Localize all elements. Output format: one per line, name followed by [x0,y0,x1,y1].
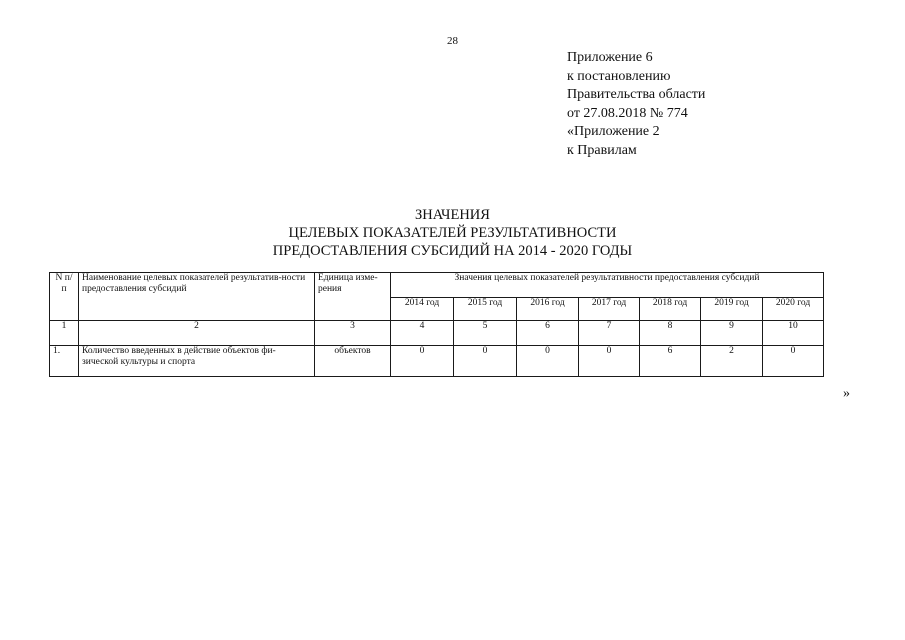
header-year: 2018 год [640,298,701,321]
header-unit: Единица изме-рения [315,273,391,321]
row-num: 1. [50,346,79,377]
header-year: 2017 год [579,298,640,321]
column-number: 3 [315,321,391,346]
document-title [0,206,905,260]
header-year: 2020 год [763,298,824,321]
row-value-2015: 0 [454,346,517,377]
column-number: 5 [454,321,517,346]
column-number: 9 [701,321,763,346]
annex-line: Приложение 6 [567,50,653,65]
header-year: 2019 год [701,298,763,321]
row-value-2016: 0 [517,346,579,377]
header-year: 2015 год [454,298,517,321]
annex-line: к постановлению [567,68,671,84]
annex-line: к Правилам [567,142,637,158]
row-value-2017: 0 [579,346,640,377]
row-value-2014: 0 [391,346,454,377]
column-number: 7 [579,321,640,346]
header-values-group: Значения целевых показателей результативности предоставления субсидий [391,273,824,298]
column-number: 2 [79,321,315,346]
header-num: N п/п [50,273,79,321]
row-value-2018: 6 [640,346,701,377]
column-number: 4 [391,321,454,346]
page-number: 28 [447,35,458,47]
column-number: 6 [517,321,579,346]
annex-line: Правительства области [567,87,706,102]
title-line: ПРЕДОСТАВЛЕНИЯ СУБСИДИЙ НА 2014 - 2020 ГОДЫ [272,243,633,259]
header-year: 2014 год [391,298,454,321]
header-indicator-name: Наименование целевых показателей результатив-ности предоставления субсидий [79,273,315,321]
row-unit: объектов [315,346,391,377]
row-value-2019: 2 [701,346,763,377]
indicators-table [49,272,824,377]
column-number-row [50,321,824,346]
row-indicator-name: Количество введенных в действие объектов фи-зической культуры и спорта [79,346,315,377]
annex-block [567,49,705,160]
title-line: ЦЕЛЕВЫХ ПОКАЗАТЕЛЕЙ РЕЗУЛЬТАТИВНОСТИ [288,225,617,241]
annex-line: «Приложение 2 [567,124,660,139]
column-number: 8 [640,321,701,346]
title-line: ЗНАЧЕНИЯ [415,207,490,223]
header-row [50,273,824,298]
row-value-2020: 0 [763,346,824,377]
annex-line: от 27.08.2018 № 774 [567,105,688,121]
column-number: 1 [50,321,79,346]
header-year: 2016 год [517,298,579,321]
closing-quote: » [843,386,850,401]
column-number: 10 [763,321,824,346]
table-row [50,346,824,377]
